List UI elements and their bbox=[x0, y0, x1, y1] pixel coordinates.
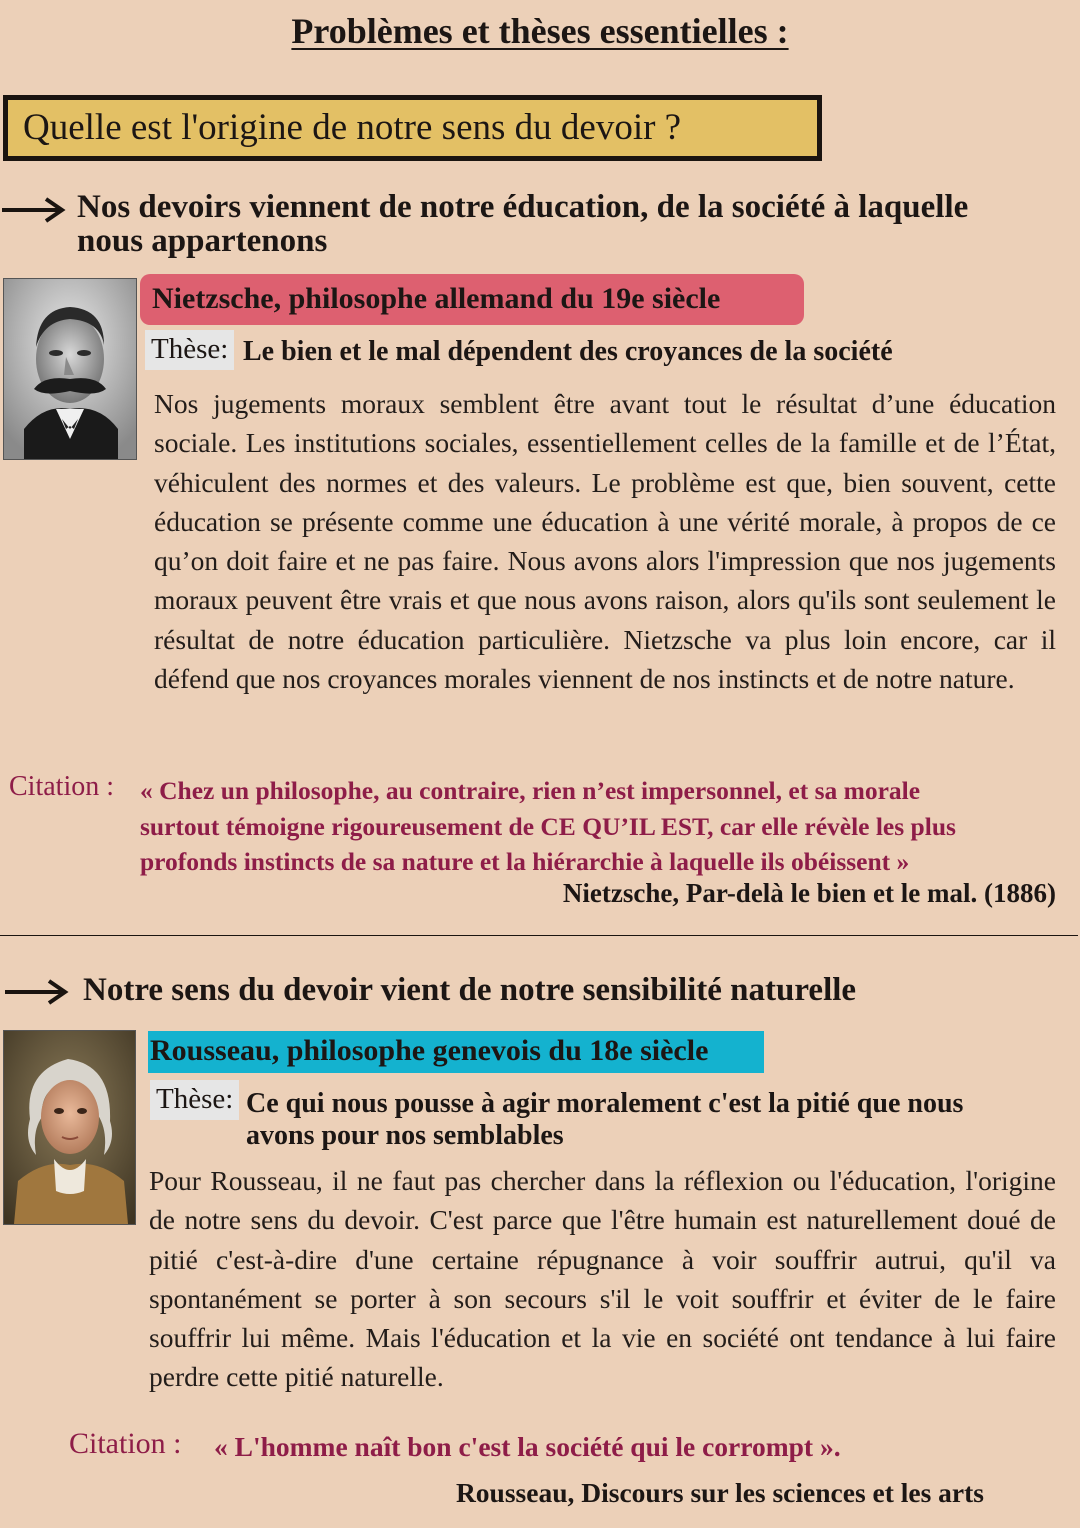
arrow-right-icon bbox=[0, 195, 70, 225]
philosopher-name-rousseau: Rousseau, philosophe genevois du 18e siècle bbox=[148, 1031, 764, 1073]
citation-text-nietzsche: « Chez un philosophe, au contraire, rien n’est impersonnel, et sa morale surtout témoigne rigoureusement de CE QU’IL EST, car elle révèle les plus profonds instincts de sa nature et la hiérarchie à laquelle ils obéissent » bbox=[140, 776, 956, 876]
section-divider bbox=[0, 935, 1078, 936]
citation-label: Citation : bbox=[9, 771, 114, 802]
arrow-right-icon bbox=[3, 977, 73, 1007]
body-paragraph-nietzsche: Nos jugements moraux semblent être avant tout le résultat d’une éducation sociale. Les institutions sociales, essentiellement celles de la famille et de l’État, véhiculent des normes et des valeurs. Le problème est que, bien souvent, cette éducation se présente comme une éducation à une vérité morale, à propos de ce qu’on doit faire et ne pas faire. Nous avons alors l'impression que nos jugements moraux peuvent être vrais et que nous avons raison, alors qu'ils sont seulement le résultat de notre éducation particulière. Nietzsche va plus loin encore, car il défend que nos croyances morales viennent de nos instincts et de notre nature. bbox=[154, 388, 1056, 695]
portrait-rousseau bbox=[3, 1030, 136, 1225]
body-paragraph-rousseau: Pour Rousseau, il ne faut pas chercher dans la réflexion ou l'éducation, l'origine de notre sens du devoir. C'est parce que l'être humain est naturellement doué de pitié c'est-à-dire d'une certaine répugnance à voir souffrir autrui, qu'il va spontanément se porter à son secours s'il le voit souffrir et éviter de le faire souffrir lui même. Mais l'éducation et la vie en société ont tendance à lui faire perdre cette pitié naturelle. bbox=[149, 1165, 1056, 1393]
portrait-nietzsche bbox=[3, 278, 137, 460]
section-heading-rousseau: Notre sens du devoir vient de notre sensibilité naturelle bbox=[83, 972, 857, 1008]
these-text-rousseau: Ce qui nous pousse à agir moralement c'est la pitié que nous avons pour nos semblables bbox=[246, 1088, 964, 1151]
citation-source-nietzsche: Nietzsche, Par-delà le bien et le mal. (1886) bbox=[562, 878, 1056, 908]
citation-source-rousseau: Rousseau, Discours sur les sciences et les arts bbox=[455, 1477, 984, 1508]
question-box: Quelle est l'origine de notre sens du devoir ? bbox=[3, 95, 822, 161]
these-text-nietzsche: Le bien et le mal dépendent des croyances de la société bbox=[243, 336, 893, 367]
section-heading-nietzsche: Nos devoirs viennent de notre éducation, de la société à laquelle nous appartenons bbox=[77, 189, 969, 259]
these-label: Thèse: bbox=[145, 330, 234, 370]
citation-text-rousseau: « L'homme naît bon c'est la société qui le corrompt ». bbox=[214, 1431, 841, 1462]
citation-label: Citation : bbox=[69, 1427, 182, 1460]
these-label: Thèse: bbox=[150, 1080, 239, 1120]
page-title: Problèmes et thèses essentielles : bbox=[291, 11, 789, 51]
philosopher-name-nietzsche: Nietzsche, philosophe allemand du 19e siècle bbox=[140, 274, 804, 325]
